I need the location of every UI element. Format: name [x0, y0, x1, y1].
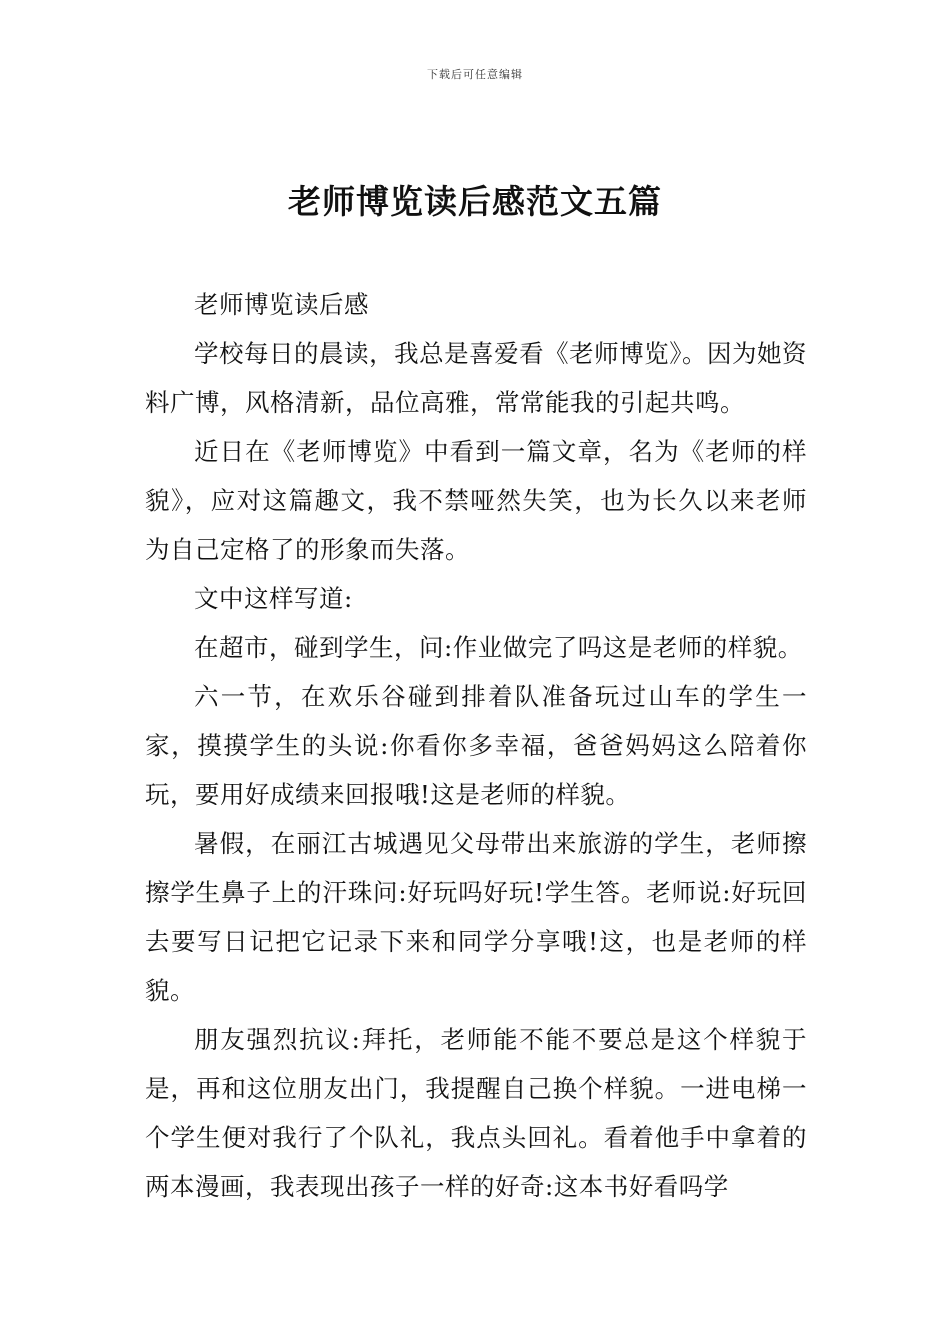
paragraph: 学校每日的晨读，我总是喜爱看《老师博览》。因为她资料广博，风格清新，品位高雅，常常能我的引起共鸣。 — [145, 339, 807, 417]
document-title: 老师博览读后感范文五篇 — [288, 182, 662, 221]
paragraph: 在超市，碰到学生，问:作业做完了吗这是老师的样貌。 — [194, 633, 803, 662]
paragraph: 近日在《老师博览》中看到一篇文章，名为《老师的样貌》，应对这篇趣文，我不禁哑然失笑，也为长久以来老师为自己定格了的形象而失落。 — [145, 437, 807, 564]
paragraph: 朋友强烈抗议:拜托，老师能不能不要总是这个样貌于是，再和这位朋友出门，我提醒自己换个样貌。一进电梯一个学生便对我行了个队礼，我点头回礼。看着他手中拿着的两本漫画，我表现出孩子一样的好奇:这本书好看吗学 — [145, 1025, 807, 1201]
document-body — [145, 280, 807, 1211]
paragraph: 文中这样写道: — [194, 584, 353, 613]
paragraph: 暑假，在丽江古城遇见父母带出来旅游的学生，老师擦擦学生鼻子上的汗珠问:好玩吗好玩!学生答。老师说:好玩回去要写日记把它记录下来和同学分享哦!这，也是老师的样貌。 — [145, 829, 807, 1005]
paragraph: 六一节，在欢乐谷碰到排着队准备玩过山车的学生一家，摸摸学生的头说:你看你多幸福，爸爸妈妈这么陪着你玩，要用好成绩来回报哦!这是老师的样貌。 — [145, 682, 807, 809]
paragraph: 老师博览读后感 — [194, 290, 369, 319]
header-note: 下载后可任意编辑 — [427, 68, 523, 81]
